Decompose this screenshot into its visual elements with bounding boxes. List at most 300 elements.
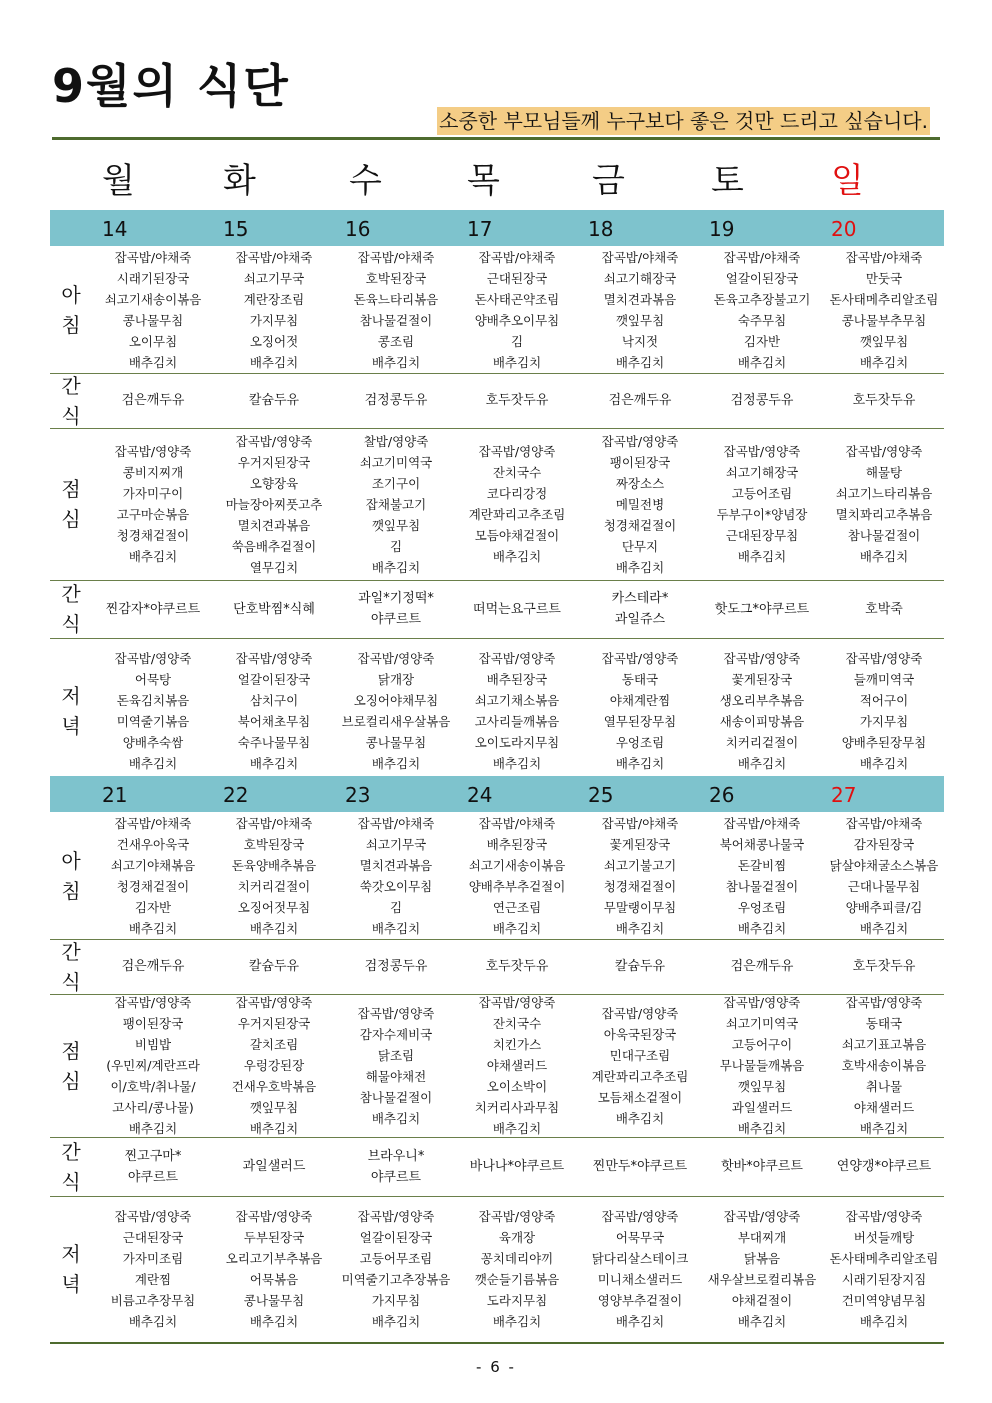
menu-item: 쇠고기미역국 <box>725 1016 799 1031</box>
menu-item: 멸치견과볶음 <box>603 291 677 307</box>
menu-item: 배추김치 <box>371 756 421 771</box>
lunch-row <box>50 994 944 1138</box>
menu-cell <box>335 939 457 994</box>
menu-item: 쇠고기미역국 <box>359 454 433 470</box>
morning-snack-row <box>50 373 944 429</box>
menu-cell <box>335 373 457 428</box>
menu-item: 계란찜 <box>134 1272 172 1287</box>
menu-item: 새우살브로컬리볶음 <box>707 1272 817 1287</box>
menu-item: (우민찌/계란프라 <box>106 1058 200 1073</box>
menu-item: 배추김치 <box>859 756 909 771</box>
menu-item: 돈사태메추리알조림 <box>829 1251 939 1266</box>
menu-item: 고사리들깨볶음 <box>474 714 560 729</box>
menu-item: 잡곡밥/영양죽 <box>235 995 313 1010</box>
menu-item: 잡곡밥/영양죽 <box>357 1005 435 1021</box>
menu-item: 연근조림 <box>492 899 542 915</box>
meal-label-char: 침 <box>61 878 81 903</box>
menu-item: 고구마순볶음 <box>116 507 190 522</box>
menu-cell <box>456 939 578 994</box>
date-cell: 20 <box>831 217 857 241</box>
menu-item: 모듬채소겉절이 <box>597 1089 683 1105</box>
meal-label <box>50 580 92 638</box>
date-cell: 26 <box>709 783 735 807</box>
meal-label-char: 간 <box>61 1139 81 1164</box>
menu-cell <box>579 1137 701 1196</box>
menu-cell <box>701 1137 823 1196</box>
menu-cell <box>823 373 945 428</box>
menu-cell <box>701 246 823 373</box>
menu-item: 잡곡밥/영양죽 <box>601 651 679 666</box>
menu-cell <box>579 1196 701 1342</box>
menu-item: 깻잎무침 <box>249 1100 299 1115</box>
menu-item: 치커리겉절이 <box>237 878 311 894</box>
menu-item: 배추김치 <box>128 354 178 370</box>
menu-item: 청경채겉절이 <box>603 517 677 533</box>
menu-item: 두부된장국 <box>243 1230 305 1245</box>
weekday-3: 수 <box>349 161 382 201</box>
menu-item: 단호박찜*식혜 <box>233 601 315 617</box>
menu-item: 참나물겉절이 <box>725 878 799 894</box>
menu-item: 찐고구마* <box>124 1148 182 1164</box>
menu-cell <box>92 638 214 784</box>
menu-cell <box>823 1196 945 1342</box>
menu-item: 쇠고기무국 <box>243 270 305 286</box>
menu-item: 미역줄기고추장볶음 <box>341 1272 451 1287</box>
menu-item: 생오리부추볶음 <box>719 693 805 708</box>
menu-item: 시래기된장지짐 <box>841 1272 927 1287</box>
menu-item: 오징어젓 <box>249 333 299 349</box>
menu-item: 꽃게된장국 <box>731 672 793 687</box>
menu-cell <box>213 580 335 638</box>
menu-item: 배추김치 <box>249 920 299 936</box>
menu-item: 양배추오이무침 <box>474 312 560 328</box>
menu-item: 우렁강된장 <box>243 1058 305 1073</box>
menu-item: 잡곡밥/영양죽 <box>478 444 556 459</box>
menu-item: 찐만두*야쿠르트 <box>592 1159 688 1174</box>
menu-item: 건미역양념무침 <box>841 1293 927 1308</box>
menu-item: 코다리강정 <box>486 486 548 501</box>
menu-item: 배추김치 <box>371 354 421 370</box>
menu-item: 야채샐러드 <box>486 1058 548 1073</box>
menu-item: 오이무침 <box>128 333 178 349</box>
menu-item: 배추김치 <box>737 756 787 771</box>
menu-item: 배추김치 <box>737 1314 787 1329</box>
meal-label <box>50 812 92 939</box>
menu-item: 숙주나물무침 <box>237 735 311 750</box>
menu-item: 참나물겉절이 <box>359 1089 433 1105</box>
menu-item: 잡곡밥/야채죽 <box>723 249 801 265</box>
menu-item: 육개장 <box>498 1230 536 1245</box>
menu-item: 잡곡밥/영양죽 <box>845 995 923 1010</box>
menu-cell <box>92 994 214 1137</box>
menu-cell <box>823 638 945 784</box>
menu-cell <box>579 939 701 994</box>
menu-item: 얼갈이된장국 <box>725 270 799 286</box>
menu-item: 새송이피망볶음 <box>719 714 805 729</box>
menu-cell <box>335 812 457 939</box>
menu-item: 가지무침 <box>859 714 909 729</box>
menu-item: 잡곡밥/야채죽 <box>845 249 923 265</box>
meal-label-char: 간 <box>61 939 81 964</box>
weekday-1: 월 <box>102 161 135 201</box>
menu-cell <box>579 994 701 1137</box>
menu-item: 계란장조림 <box>243 291 305 307</box>
menu-item: 배추김치 <box>371 559 421 575</box>
meal-label-char: 침 <box>61 312 81 337</box>
date-cell: 15 <box>223 217 249 241</box>
menu-item: 잡곡밥/영양죽 <box>357 651 435 666</box>
menu-item: 김 <box>389 899 403 915</box>
meal-label <box>50 994 92 1137</box>
menu-item: 배추김치 <box>249 756 299 771</box>
menu-item: 열무된장무침 <box>603 714 677 729</box>
menu-item: 열무김치 <box>249 559 299 575</box>
menu-item: 잡곡밥/영양죽 <box>478 995 556 1010</box>
menu-item: 해물탕 <box>865 465 903 480</box>
menu-cell <box>213 994 335 1137</box>
menu-item: 멸치꽈리고추볶음 <box>835 507 933 522</box>
menu-cell <box>335 1196 457 1342</box>
menu-item: 돈육김치볶음 <box>116 693 190 708</box>
menu-item: 배추김치 <box>492 920 542 936</box>
menu-cell <box>456 994 578 1137</box>
date-cell: 24 <box>467 783 493 807</box>
menu-cell <box>456 812 578 939</box>
menu-item: 호두잣두유 <box>485 393 549 408</box>
menu-item: 깻잎무침 <box>859 333 909 349</box>
menu-item: 콩나물부추무침 <box>841 312 927 328</box>
meal-label-char: 식 <box>61 969 81 994</box>
menu-item: 멸치견과볶음 <box>359 857 433 873</box>
menu-item: 핫바*야쿠르트 <box>721 1159 803 1174</box>
menu-item: 배추김치 <box>615 920 665 936</box>
menu-item: 김자반 <box>134 899 172 915</box>
menu-item: 배추김치 <box>249 1121 299 1136</box>
menu-item: 메밀전병 <box>615 496 665 512</box>
menu-item: 부대찌개 <box>737 1230 787 1245</box>
subtitle: 소중한 부모님들께 누구보다 좋은 것만 드리고 싶습니다. <box>439 109 928 133</box>
menu-item: 짜장소스 <box>615 475 665 491</box>
meal-label <box>50 1196 92 1342</box>
menu-item: 호박된장국 <box>243 836 305 852</box>
menu-item: 쑥음배추겉절이 <box>231 538 317 554</box>
menu-cell <box>456 580 578 638</box>
menu-item: 배추김치 <box>859 549 909 564</box>
menu-cell <box>213 638 335 784</box>
meal-label <box>50 939 92 994</box>
menu-cell <box>335 638 457 784</box>
date-cell: 17 <box>467 217 493 241</box>
menu-item: 민대구조림 <box>609 1047 671 1063</box>
meal-label <box>50 428 92 580</box>
menu-cell <box>213 1196 335 1342</box>
menu-item: 양배추된장무침 <box>841 735 927 750</box>
menu-item: 잡곡밥/야채죽 <box>478 815 556 831</box>
menu-item: 양배추부추겉절이 <box>468 878 566 894</box>
menu-item: 고등어무조림 <box>359 1251 433 1266</box>
meal-label-char: 저 <box>61 1242 81 1266</box>
menu-item: 치킨가스 <box>492 1037 542 1052</box>
menu-item: 잡곡밥/야채죽 <box>601 815 679 831</box>
menu-cell <box>579 246 701 373</box>
afternoon-snack-row <box>50 1137 944 1197</box>
menu-item: 칼슘두유 <box>614 959 666 974</box>
menu-item: 얼갈이된장국 <box>359 1230 433 1245</box>
menu-item: 닭살야채굴소스볶음 <box>829 857 939 873</box>
menu-item: 검정콩두유 <box>364 959 428 974</box>
menu-item: 팽이된장국 <box>122 1016 184 1031</box>
menu-cell <box>701 428 823 580</box>
menu-item: 배추김치 <box>615 559 665 575</box>
meal-label <box>50 1137 92 1196</box>
menu-item: 숙주무침 <box>737 312 787 328</box>
menu-item: 잡곡밥/야채죽 <box>114 815 192 831</box>
menu-item: 야채샐러드 <box>853 1100 915 1115</box>
meal-label-char: 아 <box>61 282 81 307</box>
menu-item: 갈치조림 <box>249 1037 299 1052</box>
menu-item: 잡곡밥/영양죽 <box>723 444 801 459</box>
menu-item: 오리고기부추볶음 <box>225 1251 323 1266</box>
menu-item: 깻잎무침 <box>615 312 665 328</box>
meal-label-char: 심 <box>61 507 81 531</box>
menu-item: 고등어구이 <box>731 1037 793 1052</box>
menu-cell <box>213 939 335 994</box>
menu-item: 돈사태메추리알조림 <box>829 291 939 307</box>
menu-item: 연양갱*야쿠르트 <box>836 1159 932 1174</box>
menu-item: 배추김치 <box>615 756 665 771</box>
menu-cell <box>579 638 701 784</box>
meal-label-char: 식 <box>61 403 81 428</box>
menu-item: 오이소박이 <box>486 1079 548 1094</box>
menu-item: 콩나물무침 <box>122 312 184 328</box>
menu-cell <box>823 246 945 373</box>
menu-cell <box>701 994 823 1137</box>
menu-item: 호박된장국 <box>365 270 427 286</box>
menu-item: 검정콩두유 <box>364 393 428 408</box>
menu-item: 쑥갓오이무침 <box>359 878 433 894</box>
menu-item: 감자된장국 <box>853 836 915 852</box>
weekday-4: 목 <box>467 161 500 201</box>
menu-cell <box>213 373 335 428</box>
menu-cell <box>92 580 214 638</box>
menu-cell <box>579 812 701 939</box>
menu-item: 잡곡밥/영양죽 <box>357 1209 435 1224</box>
menu-item: 배추된장국 <box>486 836 548 852</box>
menu-item: 배추김치 <box>371 1110 421 1126</box>
menu-item: 잡곡밥/영양죽 <box>723 1209 801 1224</box>
meal-label-char: 저 <box>61 684 81 708</box>
menu-item: 닭조림 <box>377 1047 415 1063</box>
menu-item: 잡곡밥/영양죽 <box>235 651 313 666</box>
menu-item: 과일*기정떡* <box>358 591 434 606</box>
menu-item: 가자미구이 <box>122 486 184 501</box>
menu-item: 어묵무국 <box>615 1230 665 1245</box>
menu-cell <box>456 246 578 373</box>
menu-item: 잡곡밥/야채죽 <box>235 815 313 831</box>
meal-label-char: 간 <box>61 582 81 606</box>
menu-item: 야쿠르트 <box>370 1169 422 1185</box>
page-number: - 6 - <box>476 1358 516 1376</box>
menu-item: 쇠고기해장국 <box>603 270 677 286</box>
menu-cell <box>823 939 945 994</box>
menu-cell <box>92 939 214 994</box>
menu-item: 잡곡밥/영양죽 <box>114 1209 192 1224</box>
menu-cell <box>823 428 945 580</box>
menu-item: 잡곡밥/야채죽 <box>357 249 435 265</box>
menu-item: 김자반 <box>743 333 781 349</box>
menu-cell <box>823 994 945 1137</box>
menu-item: 영양부추겉절이 <box>597 1293 683 1308</box>
menu-item: 깻순들기름볶음 <box>474 1272 560 1287</box>
menu-item: 우엉조림 <box>615 735 665 750</box>
weekday-6: 토 <box>711 161 744 201</box>
menu-item: 검은깨두유 <box>121 393 185 408</box>
date-cell: 22 <box>223 783 249 807</box>
menu-item: 배추김치 <box>615 1110 665 1126</box>
lunch-row <box>50 428 944 581</box>
menu-item: 닭다리살스테이크 <box>591 1251 689 1266</box>
menu-item: 잡곡밥/영양죽 <box>114 444 192 459</box>
menu-item: 과일샐러드 <box>242 1159 306 1174</box>
page-title: 9월의 식단 <box>52 59 290 113</box>
menu-item: 적어구이 <box>859 693 909 708</box>
menu-item: 양배추피클/김 <box>845 899 923 915</box>
meal-label-char: 녁 <box>61 714 81 738</box>
date-cell: 25 <box>588 783 614 807</box>
menu-item: 바나나*야쿠르트 <box>469 1159 565 1174</box>
menu-item: 오징어젓무침 <box>237 899 311 915</box>
menu-item: 배추김치 <box>859 1314 909 1329</box>
meal-label <box>50 373 92 428</box>
menu-cell <box>701 939 823 994</box>
menu-cell <box>456 373 578 428</box>
subtitle-bar <box>52 105 940 140</box>
breakfast-row <box>50 246 944 374</box>
menu-item: 잡곡밥/영양죽 <box>235 433 313 449</box>
date-cell: 21 <box>102 783 128 807</box>
menu-item: 배추김치 <box>371 1314 421 1329</box>
menu-item: 배추김치 <box>737 1121 787 1136</box>
weekday-7: 일 <box>831 161 864 201</box>
menu-item: 잡곡밥/야채죽 <box>235 249 313 265</box>
menu-item: 야채계란찜 <box>609 693 671 708</box>
menu-item: 치커리겉절이 <box>725 735 799 750</box>
date-cell: 14 <box>102 217 128 241</box>
menu-item: 쇠고기해장국 <box>725 465 799 480</box>
menu-item: 칼슘두유 <box>248 959 300 974</box>
menu-item: 깻잎무침 <box>737 1079 787 1094</box>
weekday-2: 화 <box>223 161 256 201</box>
menu-item: 잡곡밥/영양죽 <box>114 995 192 1010</box>
menu-item: 잡곡밥/영양죽 <box>601 433 679 449</box>
menu-cell <box>335 580 457 638</box>
menu-item: 브라우니* <box>367 1148 425 1164</box>
date-cell: 23 <box>345 783 371 807</box>
menu-item: 쇠고기느타리볶음 <box>835 486 933 501</box>
menu-item: 쇠고기표고볶음 <box>841 1037 927 1052</box>
weekday-header <box>50 158 944 208</box>
menu-item: 잡곡밥/영양죽 <box>478 1209 556 1224</box>
menu-cell <box>701 580 823 638</box>
menu-item: 두부구이*양념장 <box>716 507 808 522</box>
menu-item: 근대된장국 <box>122 1230 184 1245</box>
menu-item: 배추김치 <box>249 1314 299 1329</box>
menu-cell <box>456 1137 578 1196</box>
menu-item: 동태국 <box>865 1016 903 1031</box>
menu-cell <box>701 1196 823 1342</box>
menu-cell <box>335 1137 457 1196</box>
menu-item: 찰밥/영양죽 <box>363 433 429 449</box>
menu-item: 마늘장아찌풋고추 <box>225 496 323 512</box>
menu-item: 김 <box>510 333 524 349</box>
menu-item: 잡곡밥/영양죽 <box>478 651 556 666</box>
menu-item: 이/호박/취나물/ <box>110 1079 196 1094</box>
menu-cell <box>823 580 945 638</box>
menu-item: 배추김치 <box>492 1314 542 1329</box>
menu-item: 배추김치 <box>615 354 665 370</box>
menu-item: 단무지 <box>621 538 659 554</box>
menu-item: 쇠고기새송이볶음 <box>468 857 566 873</box>
menu-item: 깻잎무침 <box>371 517 421 533</box>
menu-item: 미역줄기볶음 <box>116 714 190 729</box>
menu-cell <box>213 428 335 580</box>
menu-item: 잡곡밥/영양죽 <box>601 1209 679 1224</box>
menu-item: 호두잣두유 <box>852 393 916 408</box>
menu-cell <box>92 1196 214 1342</box>
menu-cell <box>701 373 823 428</box>
menu-item: 청경채겉절이 <box>116 878 190 894</box>
menu-item: 청경채겉절이 <box>603 878 677 894</box>
afternoon-snack-row <box>50 580 944 639</box>
menu-item: 청경채겉절이 <box>116 528 190 543</box>
menu-item: 잔치국수 <box>492 1016 542 1031</box>
menu-cell <box>579 373 701 428</box>
menu-item: 잡곡밥/영양죽 <box>845 444 923 459</box>
menu-item: 잡곡밥/야채죽 <box>114 249 192 265</box>
meal-label-char: 점 <box>61 477 81 501</box>
menu-cell <box>92 1137 214 1196</box>
menu-item: 잡곡밥/영양죽 <box>845 1209 923 1224</box>
menu-item: 닭개장 <box>377 672 415 687</box>
menu-item: 낙지젓 <box>621 333 659 349</box>
menu-item: 배추김치 <box>737 920 787 936</box>
menu-item: 검은깨두유 <box>608 393 672 408</box>
menu-item: 가지무침 <box>371 1293 421 1308</box>
dinner-row <box>50 1196 944 1344</box>
menu-item: 어묵탕 <box>134 672 172 687</box>
menu-cell <box>456 638 578 784</box>
menu-item: 가지무침 <box>249 312 299 328</box>
date-row <box>50 776 944 812</box>
meal-label <box>50 246 92 373</box>
menu-item: 우거지된장국 <box>237 1016 311 1031</box>
menu-item: 해물야채전 <box>365 1068 427 1084</box>
menu-item: 핫도그*야쿠르트 <box>714 601 810 617</box>
menu-cell <box>579 428 701 580</box>
menu-cell <box>823 1137 945 1196</box>
menu-cell <box>92 428 214 580</box>
menu-item: 잡곡밥/영양죽 <box>845 651 923 666</box>
menu-item: 배추김치 <box>859 354 909 370</box>
menu-item: 잡곡밥/야채죽 <box>478 249 556 265</box>
menu-item: 참나물겉절이 <box>359 312 433 328</box>
menu-item: 취나물 <box>865 1079 903 1094</box>
meal-label-char: 심 <box>61 1068 81 1093</box>
menu-item: 팽이된장국 <box>609 454 671 470</box>
menu-item: 아욱국된장국 <box>603 1026 677 1042</box>
menu-cell <box>213 246 335 373</box>
menu-cell <box>92 246 214 373</box>
